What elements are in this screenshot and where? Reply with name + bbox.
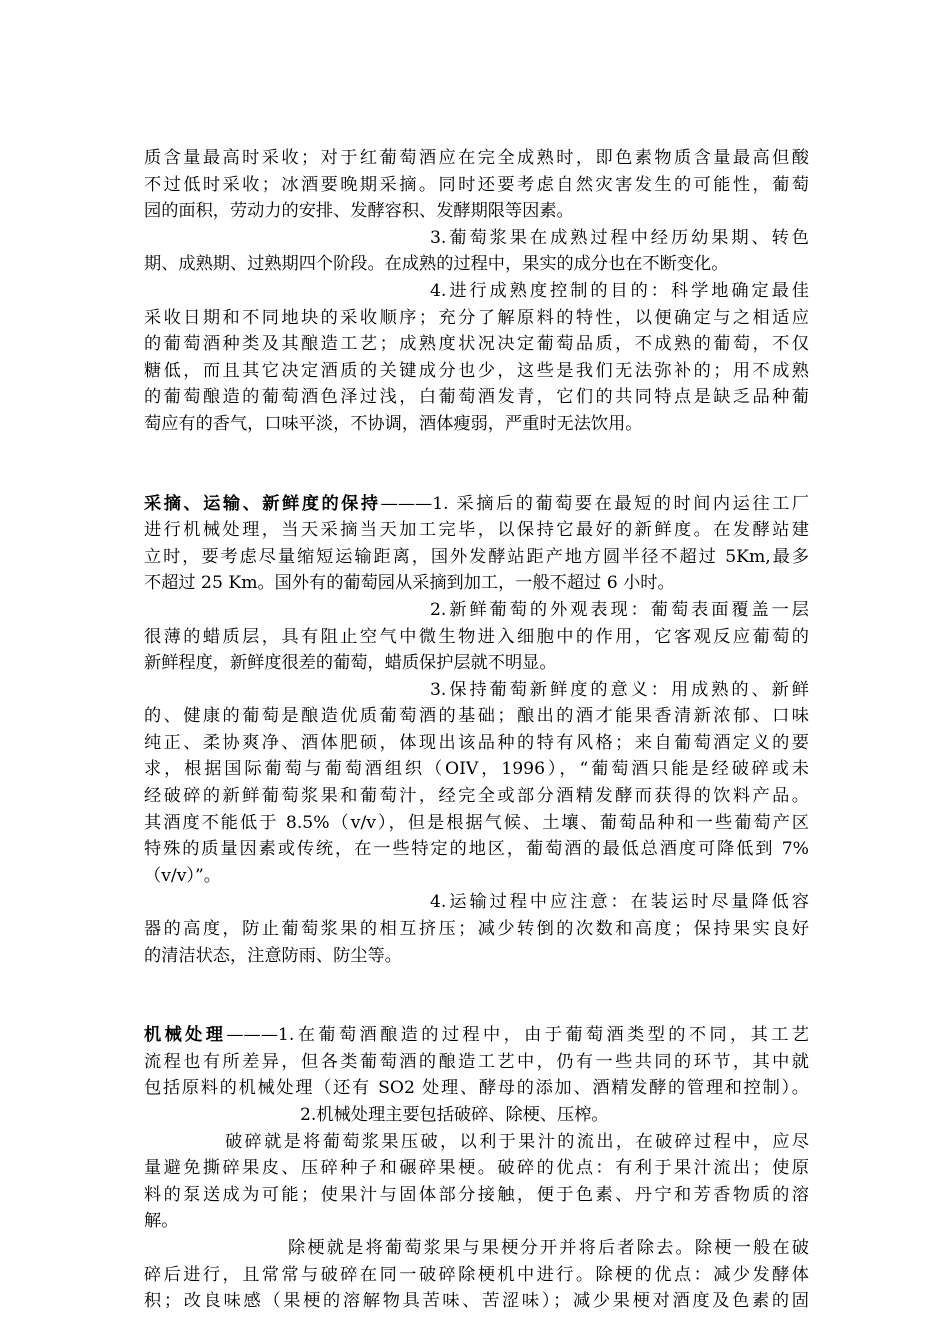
text-line: （v/v）”。 — [144, 865, 221, 886]
mechanical-processing-section — [144, 1022, 809, 1315]
text-line: 2.新鲜葡萄的外观表现：葡萄表面覆盖一层 — [430, 599, 809, 620]
text-line: 特殊的质量因素或传统，在一些特定的地区，葡萄酒的最低总酒度可降低到 7% — [144, 839, 809, 860]
text-line: 4.进行成熟度控制的目的：科学地确定最佳 — [430, 280, 809, 301]
text-line: 其酒度不能低于 8.5%（v/v），但是根据气候、土壤、葡萄品种和一些葡萄产区 — [144, 812, 809, 833]
text-line: 很薄的蜡质层，具有阻止空气中微生物进入细胞中的作用，它客观反应葡萄的 — [144, 626, 809, 647]
ripeness-control-paragraph — [144, 278, 809, 438]
text-line: 期、成熟期、过熟期四个阶段。在成熟的过程中，果实的成分也在不断变化。 — [144, 254, 729, 275]
text-line: 3.保持葡萄新鲜度的意义：用成熟的、新鲜 — [430, 679, 809, 700]
text-line: 不超过 25 Km。国外有的葡萄园从采摘到加工，一般不超过 6 小时。 — [144, 573, 675, 594]
text-line — [144, 1022, 809, 1049]
text-line: 经破碎的新鲜葡萄浆果和葡萄汁，经完全或部分酒精发酵而获得的饮料产品。 — [144, 786, 809, 807]
text-line: 质含量最高时采收；对于红葡萄酒应在完全成熟时，即色素物质含量最高但酸 — [144, 148, 809, 168]
paragraph-text: ———1. 采摘后的葡萄要在最短的时间内运往工厂 — [380, 493, 809, 514]
text-line: 4.运输过程中应注意：在装运时尽量降低容 — [430, 892, 809, 913]
text-line: 糖低，而且其它决定酒质的关键成分也少，这些是我们无法弥补的；用不成熟 — [144, 360, 809, 381]
text-line: 求，根据国际葡萄与葡萄酒组织（OIV，1996），“葡萄酒只能是经破碎或未 — [144, 759, 809, 780]
text-line: 解。 — [144, 1211, 179, 1232]
section-heading: 采摘、运输、新鲜度的保持 — [144, 493, 381, 514]
text-line: 的葡萄酒种类及其酿造工艺；成熟度状况决定葡萄品质，不成熟的葡萄，不仅 — [144, 334, 809, 355]
harvest-transport-section — [144, 491, 809, 970]
harvest-timing-paragraph — [144, 145, 809, 225]
ripening-stages-paragraph — [144, 225, 809, 278]
text-line: 不过低时采收；冰酒要晚期采摘。同时还要考虑自然灾害发生的可能性，葡萄 — [144, 174, 809, 195]
paragraph-text: ———1.在葡萄酒酿造的过程中，由于葡萄酒类型的不同，其工艺 — [226, 1025, 809, 1046]
section-heading: 机械处理 — [144, 1025, 227, 1046]
text-line — [144, 491, 809, 518]
text-line: 2.机械处理主要包括破碎、除梗、压榨。 — [300, 1105, 609, 1125]
section-gap — [144, 438, 809, 491]
text-line: 纯正、柔协爽净、酒体肥硕，体现出该品种的特有风格；来自葡萄酒定义的要 — [144, 732, 809, 753]
text-line: 的、健康的葡萄是酿造优质葡萄酒的基础；酿出的酒才能果香清新浓郁、口味 — [144, 706, 809, 727]
text-line: 包括原料的机械处理（还有 SO2 处理、酵母的添加、酒精发酵的管理和控制）。 — [144, 1078, 809, 1099]
text-line: 进行机械处理，当天采摘当天加工完毕，以保持它最好的新鲜度。在发酵站建 — [144, 520, 809, 541]
text-line: 立时，要考虑尽量缩短运输距离，国外发酵站距产地方圆半径不超过 5Km,最多 — [144, 546, 809, 567]
text-line: 的葡萄酿造的葡萄酒色泽过浅，白葡萄酒发青，它们的共同特点是缺乏品种葡 — [144, 387, 809, 408]
text-line: 量避免撕碎果皮、压碎种子和碾碎果梗。破碎的优点：有利于果汁流出；使原 — [144, 1158, 809, 1179]
text-line: 园的面积，劳动力的安排、发酵容积、发酵期限等因素。 — [144, 201, 574, 222]
text-line: 萄应有的香气，口味平淡，不协调，酒体瘦弱，严重时无法饮用。 — [144, 413, 643, 434]
text-line: 碎后进行，且常常与破碎在同一破碎除梗机中进行。除梗的优点：减少发酵体 — [144, 1264, 809, 1285]
text-line: 除梗就是将葡萄浆果与果梗分开并将后者除去。除梗一般在破 — [288, 1237, 809, 1258]
document-body — [144, 145, 809, 1315]
section-gap — [144, 969, 809, 1022]
text-line: 料的泵送成为可能；使果汁与固体部分接触，便于色素、丹宁和芳香物质的溶 — [144, 1184, 809, 1205]
text-line: 的清洁状态，注意防雨、防尘等。 — [144, 945, 402, 966]
text-line: 流程也有所差异，但各类葡萄酒的酿造工艺中，仍有一些共同的环节，其中就 — [144, 1051, 809, 1072]
text-line: 采收日期和不同地块的采收顺序；充分了解原料的特性，以便确定与之相适应 — [144, 307, 809, 328]
text-line: 积；改良味感（果梗的溶解物具苦味、苦涩味）；减少果梗对酒度及色素的固 — [144, 1291, 809, 1312]
text-line: 3.葡萄浆果在成熟过程中经历幼果期、转色 — [430, 227, 809, 248]
text-line: 新鲜程度，新鲜度很差的葡萄，蜡质保护层就不明显。 — [144, 653, 557, 674]
text-line: 器的高度，防止葡萄浆果的相互挤压；减少转倒的次数和高度；保持果实良好 — [144, 919, 809, 940]
text-line: 破碎就是将葡萄浆果压破，以利于果汁的流出，在破碎过程中，应尽 — [225, 1131, 809, 1152]
